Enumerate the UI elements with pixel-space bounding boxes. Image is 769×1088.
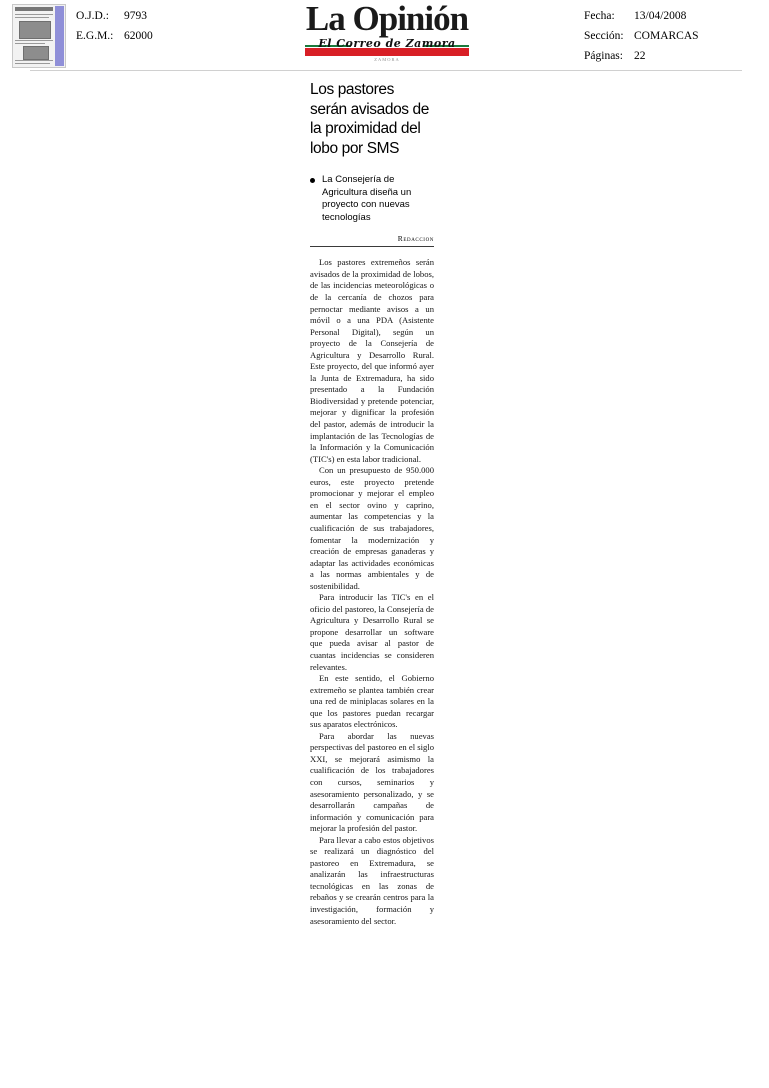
circulation-metadata [76,6,153,46]
article-clipping [310,80,434,927]
document-header [0,0,769,72]
masthead-subbrand: El Correo de Zamora [318,37,456,50]
ojd-row [76,6,153,26]
fecha-value: 13/04/2008 [634,10,687,22]
article-paragraph: Para abordar las nuevas perspectivas del pastoreo en el siglo XXI, se mejorará asimismo la cualificación de los trabajadores con cursos, seminarios y asesoramiento personalizado, y se desarrollarán campañas de información y comunicación para mejorar la profesión del pastor. [310,730,434,834]
article-paragraph: Los pastores extremeños serán avisados de la proximidad de lobos, de las incidencias meteorológicas o de la cercanía de chozos para pernoctar mediante avisos a un móvil o a una PDA (Asistente Personal Digital), según un proyecto de la Consejería de Agricultura y Desarrollo Rural. Este proyecto, del que informó ayer la Junta de Extremadura, ha sido presentado a la Fundación Biodiversidad y pretende potenciar, mejorar y dignificar la profesión del pastor, además de introducir la implantación de las Tecnologías de la Información y la Comunicación (TIC's) en esta labor tradicional. [310,257,434,464]
egm-row [76,26,153,46]
article-subhead [310,174,434,224]
publication-metadata [584,6,699,66]
ojd-value: 9793 [124,10,147,22]
article-paragraph: Para llevar a cabo estos objetivos se realizará un diagnóstico del pastoreo en Extremadura, se analizarán las infraestructuras tecnológicas en las zonas de rebaños y se crearán centros para la investigación, formación y asesoramiento del sector. [310,834,434,926]
ojd-label: O.J.D.: [76,10,109,22]
header-divider [30,70,742,71]
paginas-row [584,46,699,66]
fecha-row [584,6,699,26]
seccion-value: COMARCAS [634,30,699,42]
article-body [310,257,434,927]
article-headline: Los pastores serán avisados de la proximidad del lobo por SMS [310,81,430,157]
paginas-value: 22 [634,50,646,62]
fecha-label: Fecha: [584,10,615,22]
masthead-logo [297,0,477,66]
paginas-label: Páginas: [584,50,623,62]
article-paragraph: En este sentido, el Gobierno extremeño se plantea también crear una red de miniplacas solares en la que los pastores puedan recargar sus aparatos electrónicos. [310,673,434,730]
article-paragraph: Con un presupuesto de 950.000 euros, este proyecto pretende promocionar y mejorar el empleo en el sector ovino y caprino, aumentar las competencias y la cualificación de sus trabajadores, fomentar la modernización y creación de empresas ganaderas y adaptar las actividades económicas a las normas ambientales y de sostenibilidad. [310,465,434,591]
masthead-caption: ZAMORA [374,57,400,62]
egm-label: E.G.M.: [76,30,114,42]
seccion-row [584,26,699,46]
article-paragraph: Para introducir las TIC's en el oficio del pastoreo, la Consejería de Agricultura y Desarrollo Rural se propone desarrollar un software que pueda avisar al pastor de cuantas incidencias se consideren relevantes. [310,592,434,672]
masthead-brand: La Opinión [305,0,469,38]
article-byline: Redaccion [310,234,434,247]
bullet-icon [310,178,315,183]
page-thumbnail [12,4,66,68]
seccion-label: Sección: [584,30,624,42]
egm-value: 62000 [124,30,153,42]
article-subhead-text: La Consejería de Agricultura diseña un proyecto con nuevas tecnologías [322,174,412,223]
